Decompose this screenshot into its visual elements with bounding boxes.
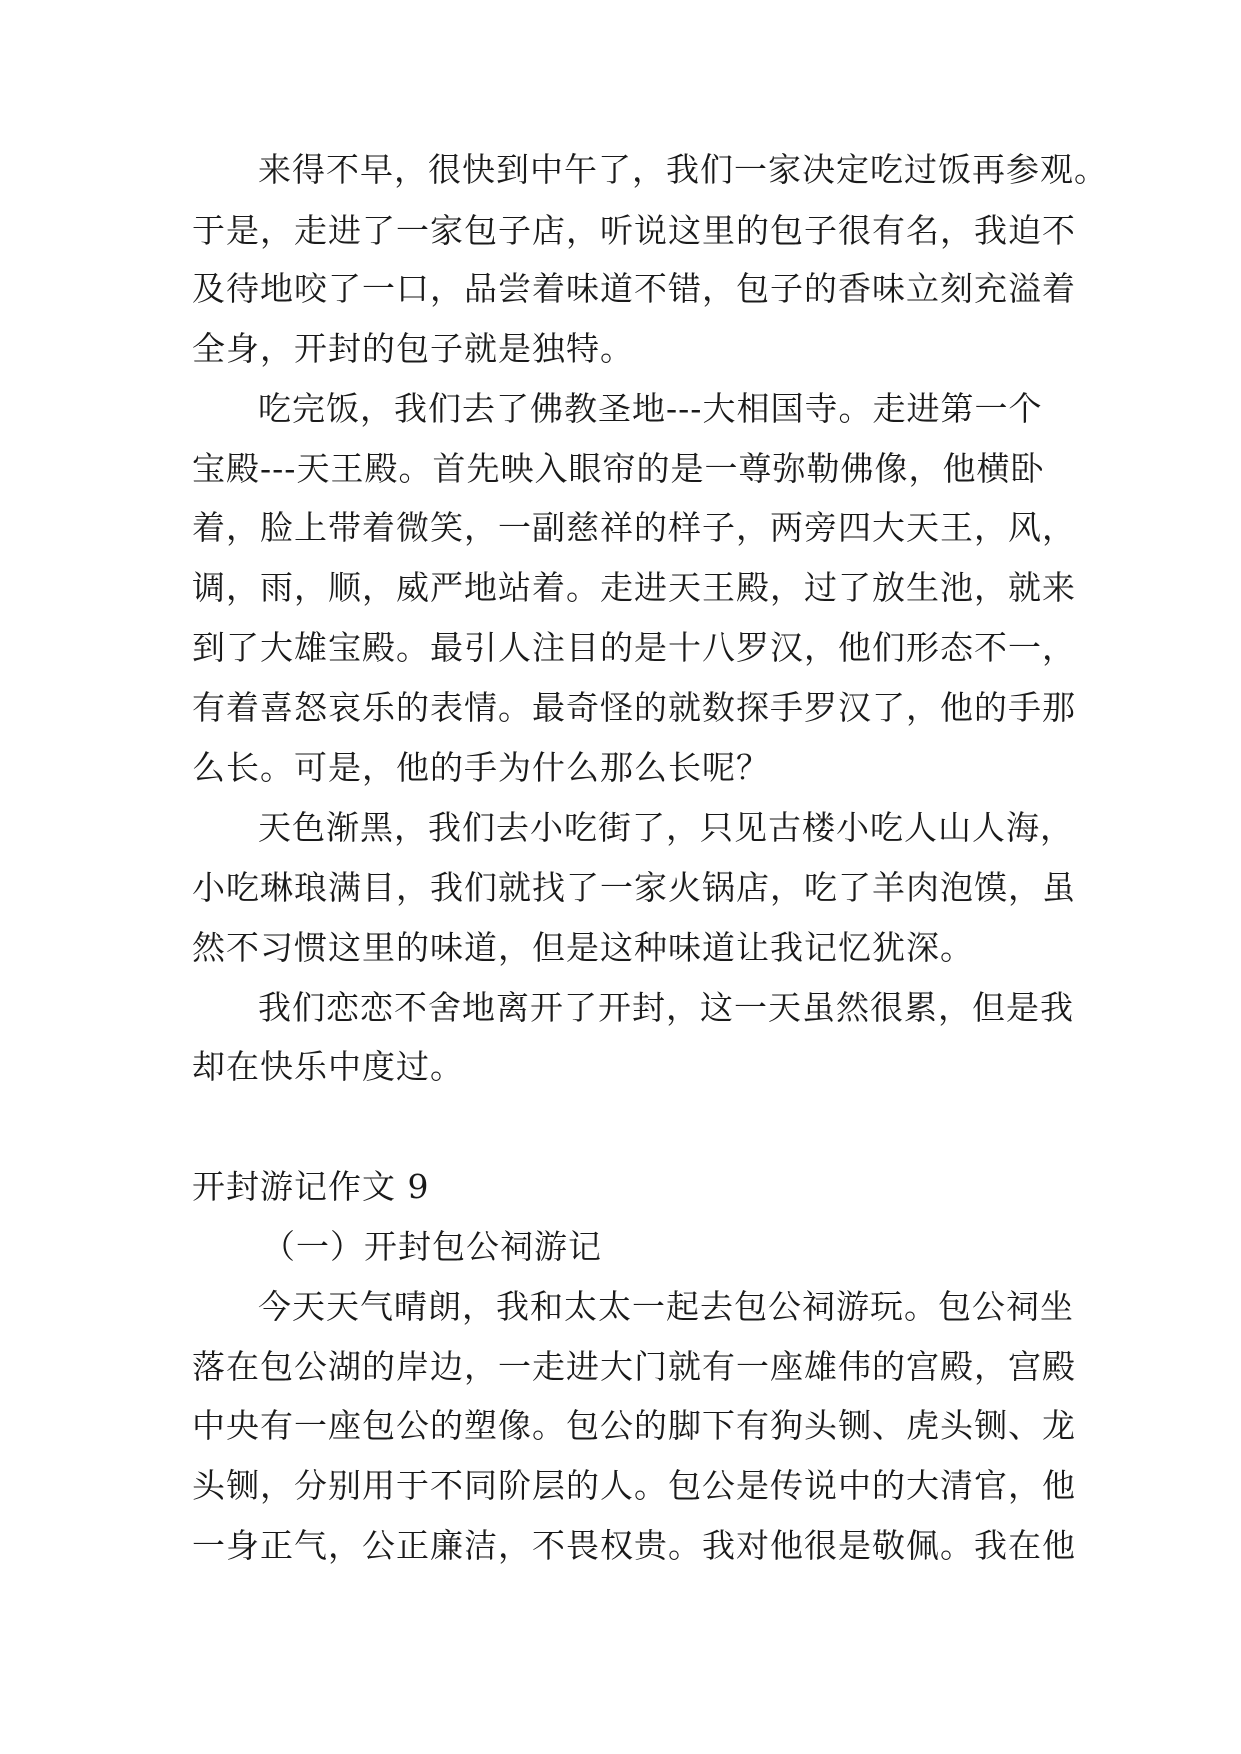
paragraph-line: 然不习惯这里的味道，但是这种味道让我记忆犹深。 bbox=[192, 928, 974, 967]
section-title: 开封游记作文 9 bbox=[192, 1167, 430, 1206]
paragraph-line: 头铡，分别用于不同阶层的人。包公是传说中的大清官，他 bbox=[192, 1466, 1076, 1505]
paragraph-line: 全身，开封的包子就是独特。 bbox=[192, 329, 634, 368]
paragraph-line: 着，脸上带着微笑，一副慈祥的样子，两旁四大天王，风， bbox=[192, 508, 1076, 547]
paragraph-line: 调，雨，顺，威严地站着。走进天王殿，过了放生池，就来 bbox=[192, 568, 1076, 607]
paragraph-line: 落在包公湖的岸边，一走进大门就有一座雄伟的宫殿，宫殿 bbox=[192, 1347, 1076, 1386]
paragraph-line: 天色渐黑，我们去小吃街了，只见古楼小吃人山人海， bbox=[258, 808, 1074, 847]
paragraph-line: 有着喜怒哀乐的表情。最奇怪的就数探手罗汉了，他的手那 bbox=[192, 688, 1076, 727]
paragraph-line: 宝殿---天王殿。首先映入眼帘的是一尊弥勒佛像，他横卧 bbox=[192, 449, 1045, 488]
paragraph-line: 么长。可是，他的手为什么那么长呢？ bbox=[192, 748, 770, 787]
paragraph-line: 一身正气，公正廉洁，不畏权贵。我对他很是敬佩。我在他 bbox=[192, 1526, 1076, 1565]
paragraph-line: 今天天气晴朗，我和太太一起去包公祠游玩。包公祠坐 bbox=[258, 1287, 1074, 1326]
paragraph-line: 中央有一座包公的塑像。包公的脚下有狗头铡、虎头铡、龙 bbox=[192, 1406, 1076, 1445]
paragraph-line: 我们恋恋不舍地离开了开封，这一天虽然很累，但是我 bbox=[258, 988, 1074, 1027]
paragraph-line: 到了大雄宝殿。最引人注目的是十八罗汉，他们形态不一， bbox=[192, 628, 1076, 667]
paragraph-line: 却在快乐中度过。 bbox=[192, 1047, 464, 1086]
paragraph-line: 于是，走进了一家包子店，听说这里的包子很有名，我迫不 bbox=[192, 211, 1076, 250]
paragraph-line: 小吃琳琅满目，我们就找了一家火锅店，吃了羊肉泡馍，虽 bbox=[192, 868, 1076, 907]
subtitle: （一）开封包公祠游记 bbox=[262, 1227, 602, 1266]
paragraph-line: 吃完饭，我们去了佛教圣地---大相国寺。走进第一个 bbox=[258, 389, 1043, 428]
paragraph-line: 及待地咬了一口，品尝着味道不错，包子的香味立刻充溢着 bbox=[192, 269, 1076, 308]
paragraph-line: 来得不早，很快到中午了，我们一家决定吃过饭再参观。 bbox=[258, 150, 1108, 189]
